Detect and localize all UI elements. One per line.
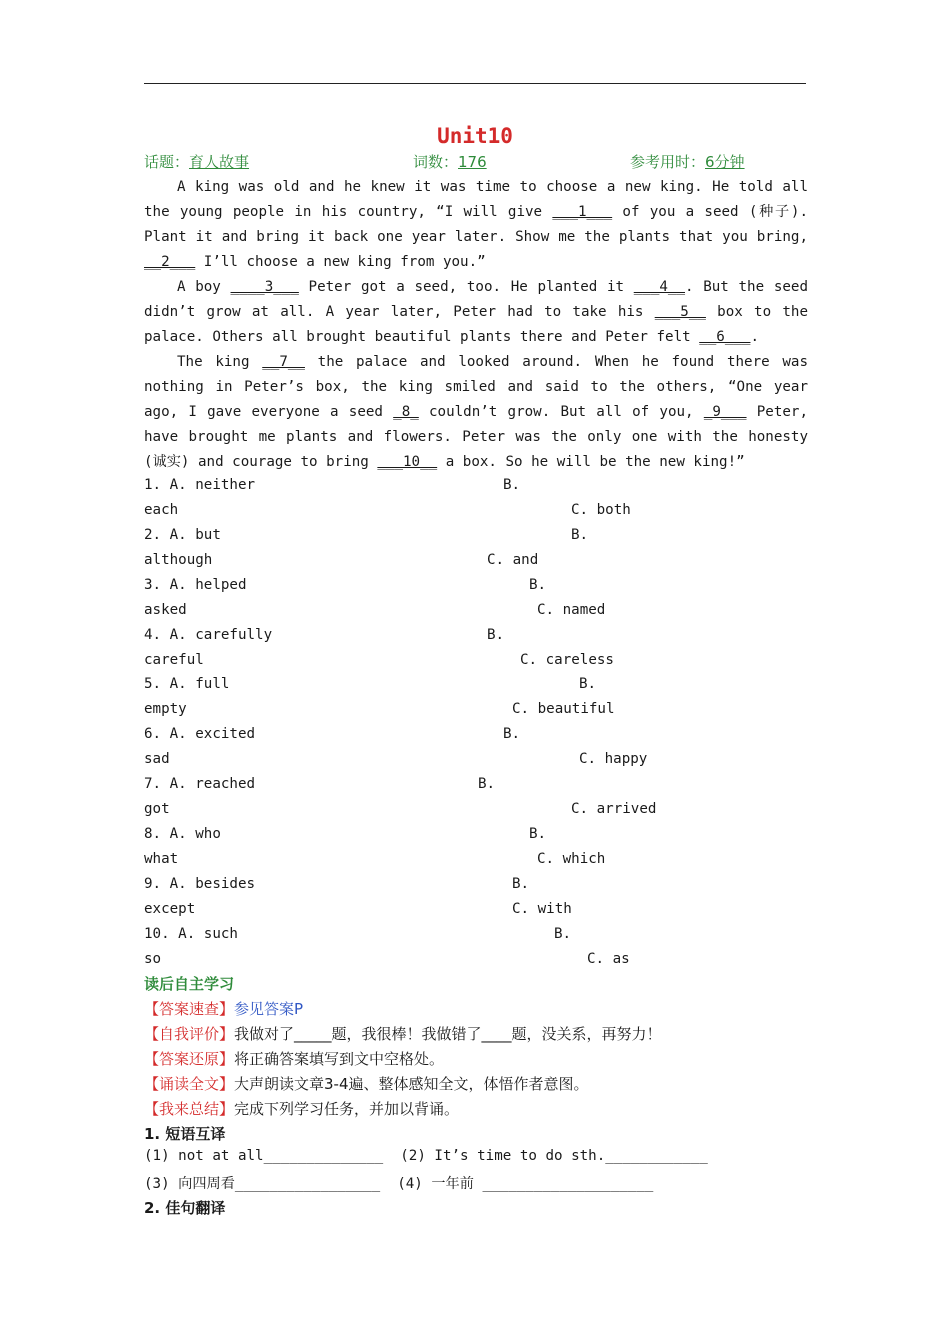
option-b-label-10: B. [554,926,572,942]
paragraph-3 [144,350,808,475]
option-b-word-10: so [144,951,162,967]
text-run: Peter got a seed, too. He planted it [298,279,634,295]
option-b-label-2: B. [571,527,589,543]
task-2-heading: 2. 佳句翻译 [144,1199,226,1217]
option-b-label-9: B. [512,876,530,892]
option-b-word-4: careful [144,652,204,668]
time-meta [630,151,745,172]
option-b-label-1: B. [503,477,521,493]
answer-lookup-row [144,998,303,1019]
text-run: The king [177,354,263,370]
paragraph-2 [144,275,808,350]
summary-row [144,1098,459,1119]
text-run: couldn’t grow. But all of you, [418,404,704,420]
option-c-6: C. happy [579,751,648,767]
blank-5: ___5__ [654,304,706,320]
option-c-4: C. careless [520,652,614,668]
word-count-meta [413,151,487,172]
option-c-1: C. both [571,502,631,518]
text-run: the palace and looked around. When he found there was nothing in Peter’s box, the king smiled and said to the others, “One year ago, I gave everyone a seed [144,354,808,420]
blank-7: __7__ [262,354,305,370]
option-b-word-8: what [144,851,179,867]
answer-restore-text: 将正确答案填写到文中空格处。 [234,1050,445,1068]
top-rule [144,83,806,84]
option-b-word-6: sad [144,751,170,767]
option-c-10: C. as [587,951,630,967]
answer-lookup-tag: 【答案速查】 [144,1000,235,1018]
after-reading-heading: 读后自主学习 [144,975,235,993]
page-title: Unit10 [437,124,513,148]
option-a-3: 3. A. helped [144,577,247,593]
time-value: 6分钟 [705,153,745,171]
summary-tag: 【我来总结】 [144,1100,235,1118]
task-1-line-1: (1) not at all______________ (2) It’s time to do sth.____________ [144,1148,708,1164]
self-evaluation-tag: 【自我评价】 [144,1025,235,1043]
answer-lookup-text: 参见答案P [234,1000,304,1018]
topic-value: 育人故事 [189,153,250,171]
reading-passage [144,175,808,475]
option-b-label-8: B. [529,826,547,842]
read-aloud-tag: 【诵读全文】 [144,1075,235,1093]
text-run: a box. So he will be the new king!” [437,454,745,470]
option-a-8: 8. A. who [144,826,221,842]
blank-9: _9___ [703,404,747,420]
option-b-word-5: empty [144,701,187,717]
option-b-word-1: each [144,502,179,518]
option-a-9: 9. A. besides [144,876,256,892]
blank-1: ___1___ [552,204,613,220]
word-count-value: 176 [458,153,487,171]
text-run: Peter, have brought me plants and flowers. Peter was the only one with the honesty (诚实) and courage to bring [144,404,808,470]
option-a-4: 4. A. carefully [144,627,273,643]
topic-meta [144,151,249,172]
option-a-1: 1. A. neither [144,477,256,493]
option-b-label-6: B. [503,726,521,742]
option-a-5: 5. A. full [144,676,230,692]
option-b-label-7: B. [478,776,496,792]
time-label: 参考用时： [630,153,706,171]
read-aloud-row [144,1073,589,1094]
option-c-2: C. and [487,552,539,568]
option-b-label-3: B. [529,577,547,593]
option-b-word-7: got [144,801,170,817]
task-1-line-2: (3) 向四周看_________________ (4) 一年前 ____________________ [144,1176,654,1192]
option-c-9: C. with [512,901,572,917]
blank-6: __6___ [699,329,751,345]
blank-8: _8_ [393,404,419,420]
self-evaluation-text: 我做对了_____题，我很棒！我做错了____题，没关系，再努力！ [234,1025,662,1043]
option-b-word-3: asked [144,602,187,618]
read-aloud-text: 大声朗读文章3-4遍、整体感知全文，体悟作者意图。 [234,1075,589,1093]
option-a-6: 6. A. excited [144,726,256,742]
answer-restore-row [144,1048,444,1069]
option-c-8: C. which [537,851,606,867]
text-run: A king was old and he knew it was time to choose a new king. He told all the young people in his country, “I will give [144,179,808,220]
option-b-label-4: B. [487,627,505,643]
option-a-2: 2. A. but [144,527,221,543]
blank-4: ___4__ [633,279,685,295]
option-c-3: C. named [537,602,606,618]
option-a-7: 7. A. reached [144,776,256,792]
text-run: box to the palace. Others all brought beautiful plants there and Peter felt [144,304,808,345]
option-c-5: C. beautiful [512,701,615,717]
option-b-word-2: although [144,552,213,568]
option-c-7: C. arrived [571,801,657,817]
summary-text: 完成下列学习任务，并加以背诵。 [234,1100,460,1118]
option-b-word-9: except [144,901,196,917]
blank-2: __2___ [144,254,196,270]
text-run: . [750,329,760,345]
text-run: A boy [177,279,231,295]
text-run: . But the seed didn’t grow at all. A year later, Peter had to take his [144,279,808,320]
text-run: of you a seed (种子). Plant it and bring it back one year later. Show me the plants that you bring, [144,204,809,245]
answer-restore-tag: 【答案还原】 [144,1050,235,1068]
word-count-label: 词数： [413,153,459,171]
option-a-10: 10. A. such [144,926,238,942]
self-evaluation-row [144,1023,662,1044]
topic-label: 话题： [144,153,190,171]
paragraph-1 [144,175,808,275]
option-b-label-5: B. [579,676,597,692]
task-1-heading: 1. 短语互译 [144,1125,226,1143]
text-run: I’ll choose a new king from you.” [195,254,486,270]
blank-10: ___10__ [377,454,438,470]
blank-3: ____3___ [230,279,299,295]
